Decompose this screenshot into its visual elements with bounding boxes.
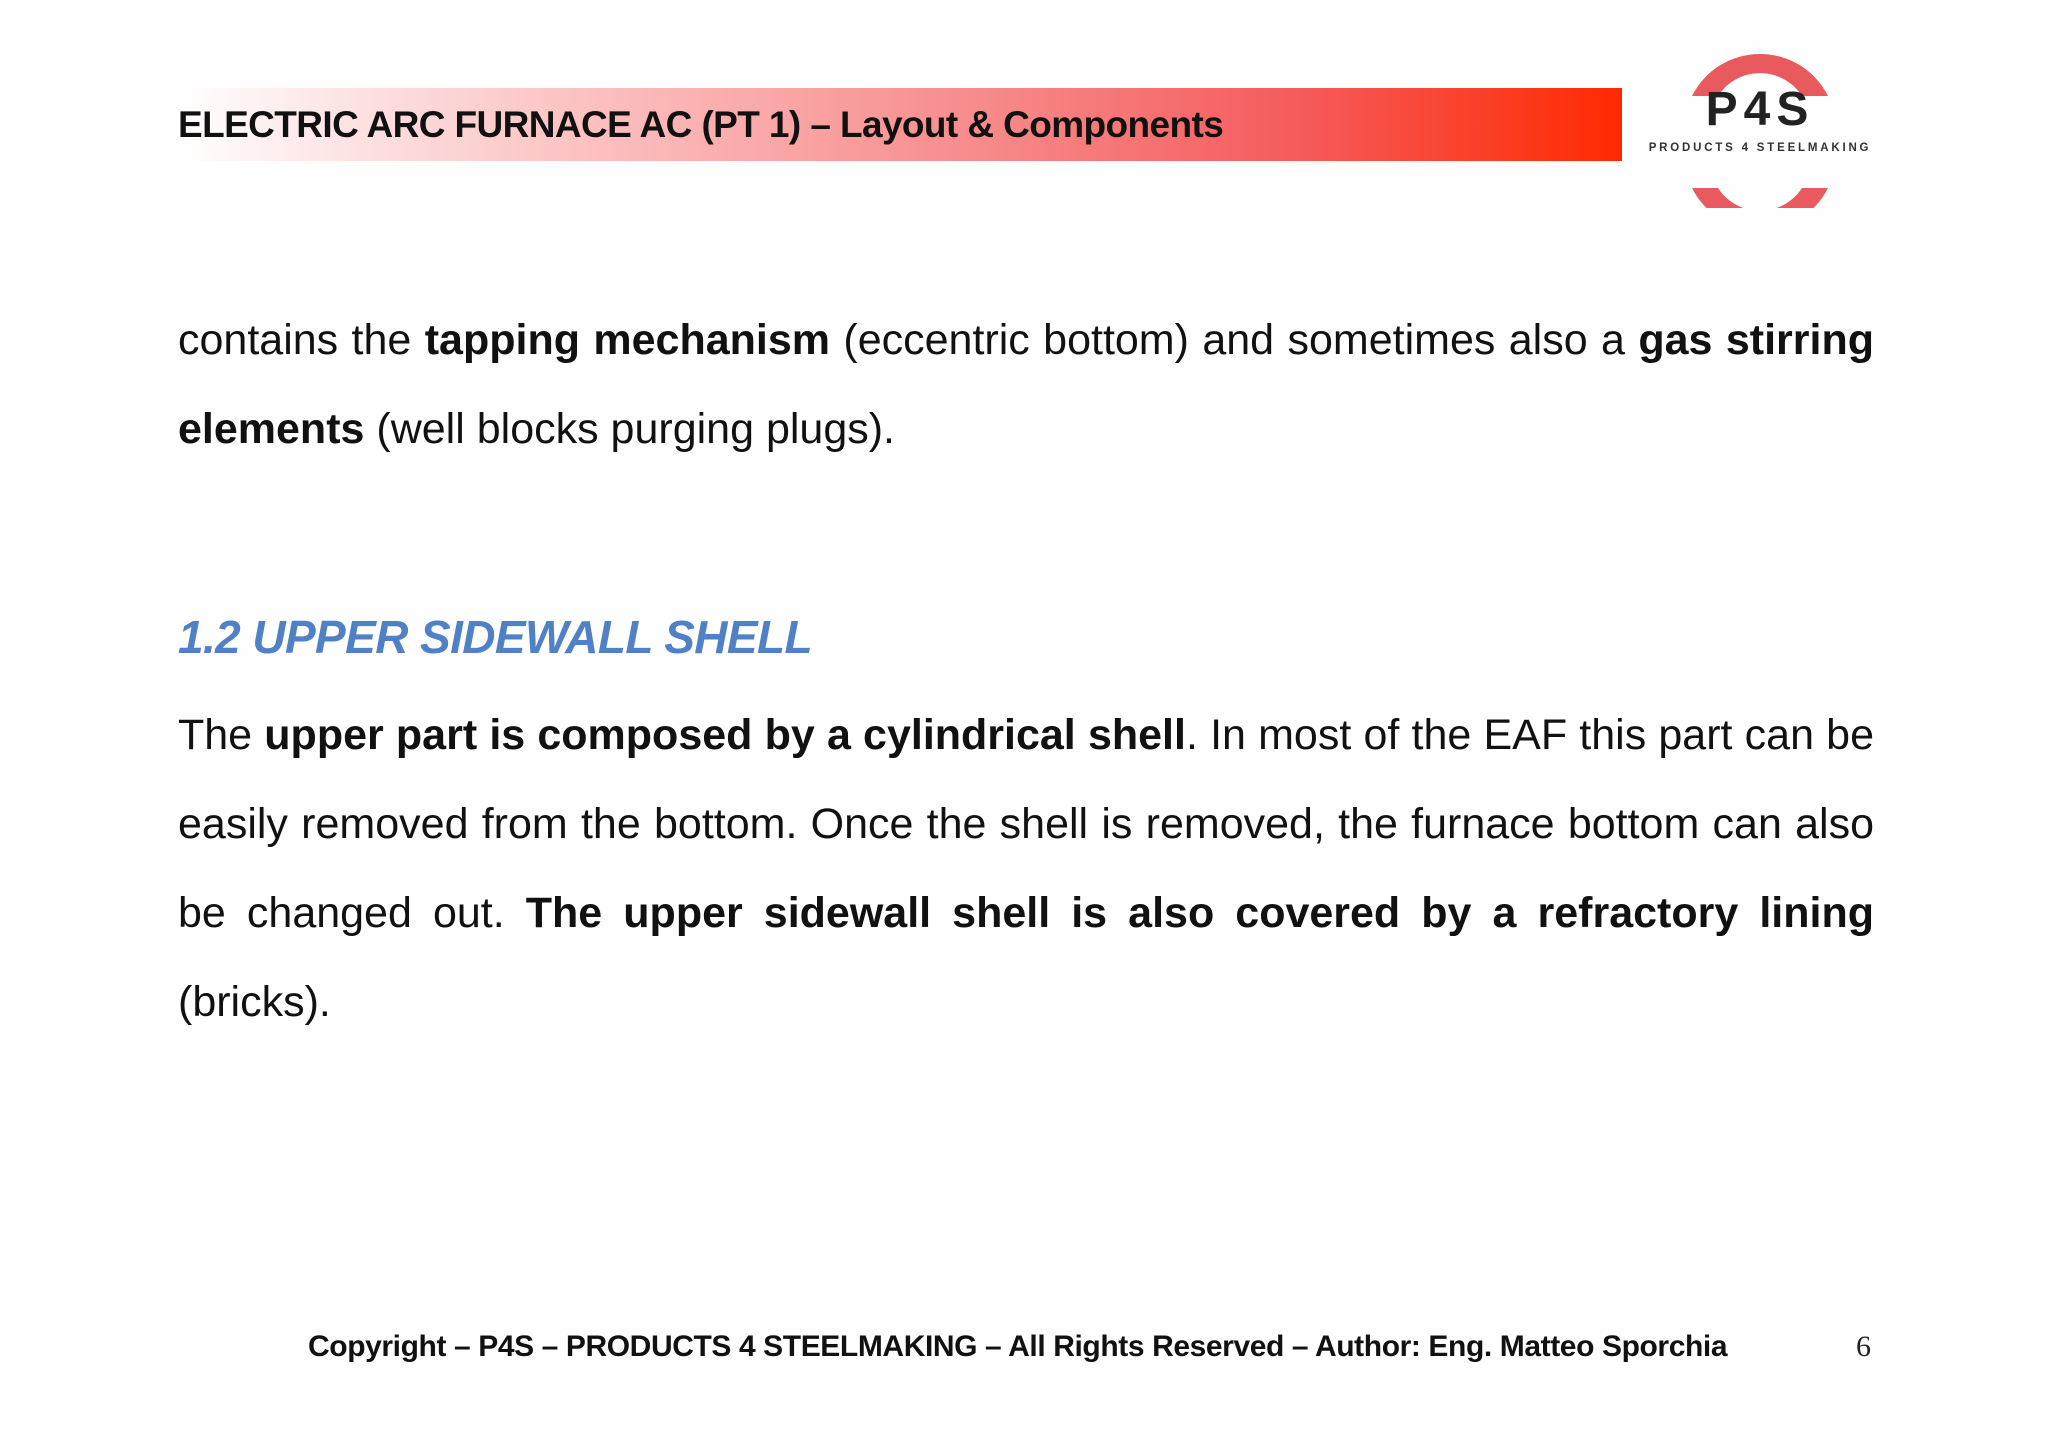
bold-run: gas stirring elements [178,316,1874,453]
bold-run: upper part is composed by a cylindrical shell [264,711,1186,759]
text-run: . In most of the EAF this part can be easily removed from the bottom. Once the shell is removed, the furnace bottom can also be changed out. [178,711,1874,937]
text-run: (bricks). [178,978,331,1026]
paragraph-tapping-mechanism [178,296,1874,474]
p4s-logo [1640,38,1880,208]
copyright-footer: Copyright – P4S – PRODUCTS 4 STEELMAKING – All Rights Reserved – Author: Eng. Matteo Sporchia [308,1330,1728,1363]
bold-run: tapping mechanism [424,316,830,364]
document-title: ELECTRIC ARC FURNACE AC (PT 1) – Layout & Components [178,104,1224,145]
page-number: 6 [1856,1330,1871,1363]
bold-run: The upper sidewall shell is also covered by a refractory lining [525,889,1874,937]
section-heading: 1.2 UPPER SIDEWALL SHELL [178,611,812,663]
logo-subtitle: PRODUCTS 4 STEELMAKING [1648,142,1872,154]
text-run: (eccentric bottom) and sometimes also a [829,316,1639,364]
text-run: contains the [178,316,425,364]
logo-text: P4S [1705,83,1815,136]
text-run: (well blocks purging plugs). [364,405,896,453]
paragraph-upper-sidewall [178,691,1874,1047]
text-run: The [178,711,265,759]
